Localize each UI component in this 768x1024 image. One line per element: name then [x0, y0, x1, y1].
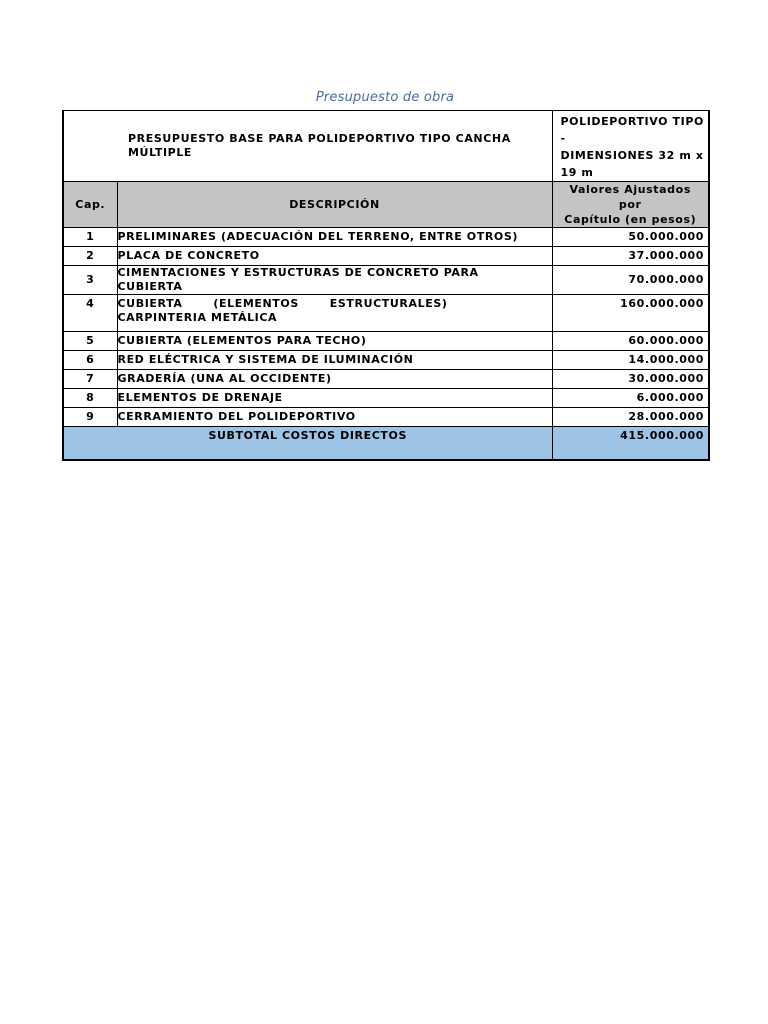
- budget-table: [62, 110, 710, 461]
- row-value: 70.000.000: [552, 266, 709, 295]
- column-header-cap: Cap.: [63, 182, 117, 228]
- row-cap: 4: [63, 295, 117, 332]
- project-dimensions-line: DIMENSIONES 32 m x: [560, 149, 704, 162]
- row-cap: 6: [63, 351, 117, 370]
- subtotal-row: [63, 427, 709, 461]
- column-header-value-line: Capítulo (en pesos): [564, 213, 697, 226]
- column-header-description: DESCRIPCIÓN: [117, 182, 552, 228]
- row-description-line: CUBIERTA (ELEMENTOS ESTRUCTURALES): [117, 297, 448, 310]
- row-description-line: CARPINTERIA METÁLICA: [117, 311, 278, 324]
- column-header-value: [552, 182, 709, 228]
- row-description: PRELIMINARES (ADECUACIÓN DEL TERRENO, ENTRE OTROS): [117, 228, 552, 247]
- row-description: CUBIERTA (ELEMENTOS PARA TECHO): [117, 332, 552, 351]
- table-row: [63, 228, 709, 247]
- row-value: 14.000.000: [552, 351, 709, 370]
- table-row: [63, 389, 709, 408]
- table-row: [63, 351, 709, 370]
- row-cap: 7: [63, 370, 117, 389]
- row-cap: 3: [63, 266, 117, 295]
- project-dimensions-line: POLIDEPORTIVO TIPO: [560, 115, 704, 128]
- row-cap: 1: [63, 228, 117, 247]
- table-row: [63, 295, 709, 332]
- subtotal-value: 415.000.000: [552, 427, 709, 461]
- row-value: 160.000.000: [552, 295, 709, 332]
- project-dimensions-line: -: [560, 132, 566, 145]
- project-dimensions-line: 19 m: [560, 166, 594, 179]
- column-header-value-line: Valores Ajustados por: [569, 183, 691, 211]
- row-description: PLACA DE CONCRETO: [117, 247, 552, 266]
- row-description: [117, 295, 552, 332]
- table-row: [63, 370, 709, 389]
- row-description: CERRAMIENTO DEL POLIDEPORTIVO: [117, 408, 552, 427]
- row-cap: 9: [63, 408, 117, 427]
- row-description: ELEMENTOS DE DRENAJE: [117, 389, 552, 408]
- table-row: [63, 408, 709, 427]
- document-title: Presupuesto de obra: [315, 90, 455, 105]
- row-value: 30.000.000: [552, 370, 709, 389]
- row-cap: 5: [63, 332, 117, 351]
- row-cap: 2: [63, 247, 117, 266]
- project-title: PRESUPUESTO BASE PARA POLIDEPORTIVO TIPO CANCHA MÚLTIPLE: [63, 111, 552, 182]
- row-value: 28.000.000: [552, 408, 709, 427]
- project-dimensions: [552, 111, 709, 182]
- row-description: RED ELÉCTRICA Y SISTEMA DE ILUMINACIÓN: [117, 351, 552, 370]
- table-row: [63, 247, 709, 266]
- row-value: 50.000.000: [552, 228, 709, 247]
- row-description: GRADERÍA (UNA AL OCCIDENTE): [117, 370, 552, 389]
- row-description: CIMENTACIONES Y ESTRUCTURAS DE CONCRETO PARA CUBIERTA: [117, 266, 552, 295]
- row-value: 60.000.000: [552, 332, 709, 351]
- row-value: 6.000.000: [552, 389, 709, 408]
- subtotal-label: SUBTOTAL COSTOS DIRECTOS: [63, 427, 552, 461]
- table-row: [63, 266, 709, 295]
- table-header-row: [63, 111, 709, 182]
- row-cap: 8: [63, 389, 117, 408]
- column-header-row: [63, 182, 709, 228]
- table-row: [63, 332, 709, 351]
- row-value: 37.000.000: [552, 247, 709, 266]
